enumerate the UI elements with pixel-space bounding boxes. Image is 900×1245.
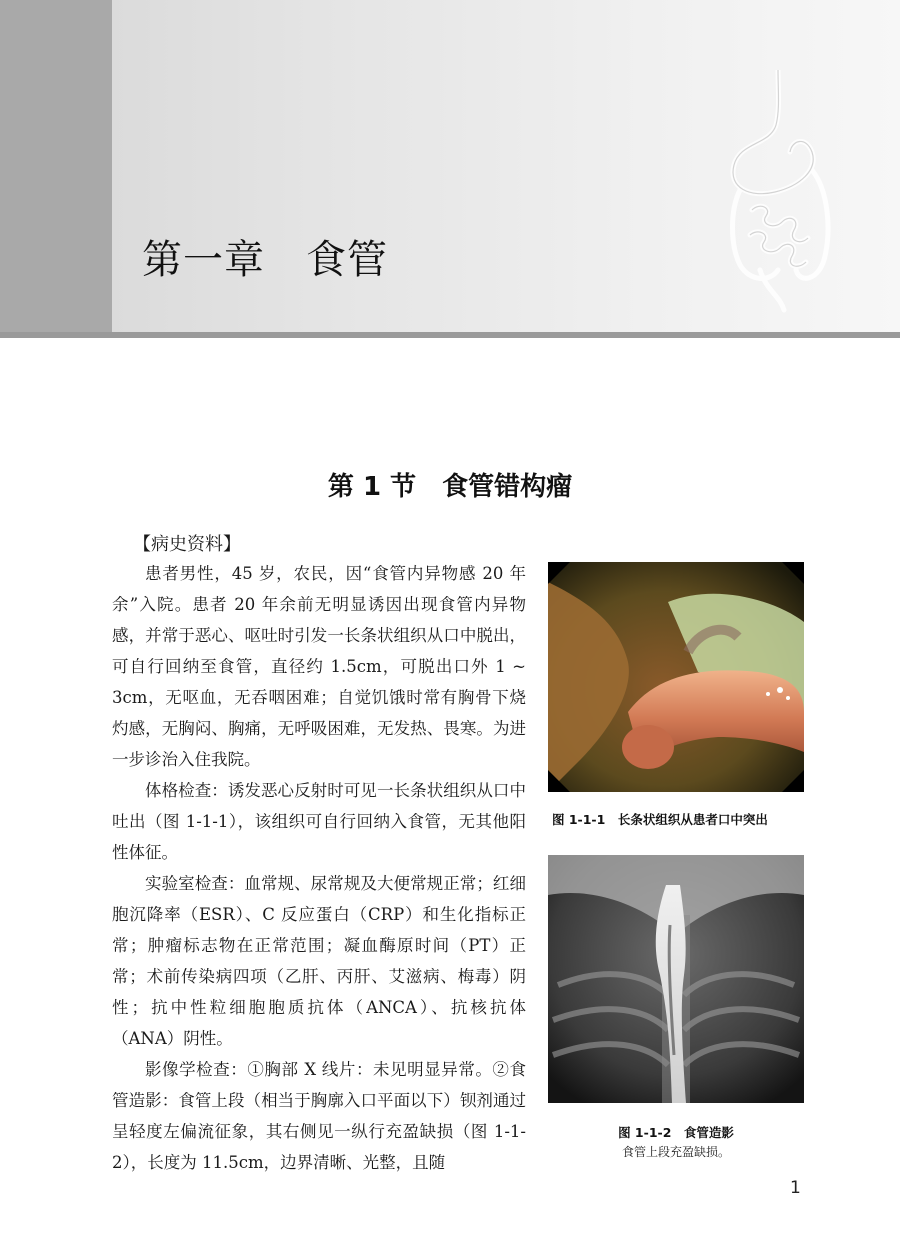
page-number: 1 xyxy=(790,1178,801,1198)
chapter-header-side-bar xyxy=(0,0,112,332)
figure-1-1-2-caption: 图 1-1-2 食管造影 xyxy=(618,1125,734,1140)
case-history-heading: 【病史资料】 xyxy=(133,534,241,555)
section-title: 第 1 节 食管错构瘤 xyxy=(327,472,573,502)
figure-1-1-1-caption: 图 1-1-1 长条状组织从患者口中突出 xyxy=(552,812,768,827)
lab-exam-paragraph: 实验室检查：血常规、尿常规及大便常规正常；红细胞沉降率（ESR）、C 反应蛋白（CRP）和生化指标正常；肿瘤标志物在正常范围；凝血酶原时间（PT）正常；术前传染病四项（乙肝、丙肝、艾滋病、梅毒）阴性；抗中性粒细胞胞质抗体（ANCA）、抗核抗体（ANA）阴性。 xyxy=(112,874,526,1048)
imaging-paragraph: 影像学检查：①胸部 X 线片：未见明显异常。②食管造影：食管上段（相当于胸廓入口平面以下）钡剂通过呈轻度左偏流征象，其右侧见一纵行充盈缺损（图 1-1-2），长度为 11.5cm，边界清晰、光整，且随 xyxy=(112,1060,526,1172)
body-text-column xyxy=(112,558,526,1178)
figure-1-1-1 xyxy=(548,562,804,828)
endoscopy-photo xyxy=(548,562,804,792)
chapter-header-rule xyxy=(0,332,900,338)
physical-exam-paragraph: 体格检查：诱发恶心反射时可见一长条状组织从口中吐出（图 1-1-1），该组织可自行回纳入食管，无其他阳性体征。 xyxy=(112,781,526,862)
chapter-title: 第一章 食管 xyxy=(142,237,388,283)
figure-1-1-2-subcaption: 食管上段充盈缺损。 xyxy=(621,1145,730,1159)
figure-1-1-2 xyxy=(548,855,804,1160)
esophagogram-xray xyxy=(548,855,804,1103)
digestive-tract-icon xyxy=(700,70,860,320)
history-paragraph: 患者男性，45 岁，农民，因“食管内异物感 20 年余”入院。患者 20 年余前无明显诱因出现食管内异物感，并常于恶心、呕吐时引发一长条状组织从口中脱出，可自行回纳至食管，直径约 1.5cm，可脱出口外 1 ~ 3cm，无呕血，无吞咽困难；自觉饥饿时常有胸骨下烧灼感，无胸闷、胸痛，无呼吸困难，无发热、畏寒。为进一步诊治入住我院。 xyxy=(112,564,526,769)
